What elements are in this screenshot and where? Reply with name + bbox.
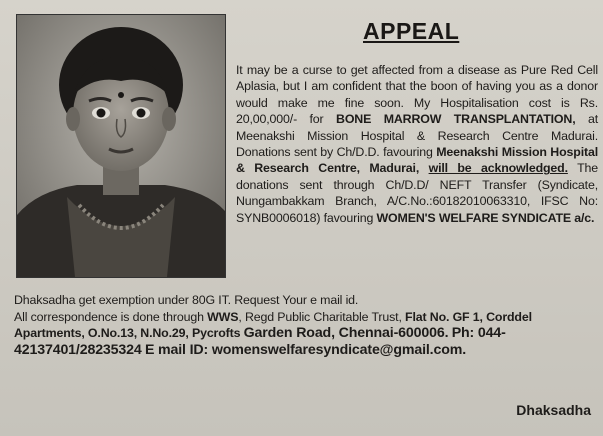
bone-marrow-text: BONE MARROW TRANSPLANTATION, xyxy=(336,112,576,127)
hospital-name: Meenakshi Mission Hospital & Research Centre, Madurai, xyxy=(236,145,598,176)
exemption-line: Dhaksadha get exemption under 80G IT. Request Your e mail id. xyxy=(14,293,359,307)
wws-text: WWS xyxy=(207,309,239,324)
acknowledged-text: will be acknowledged. xyxy=(428,161,568,176)
signature: Dhaksadha xyxy=(516,402,591,418)
child-portrait-image xyxy=(17,15,225,277)
body-text-1: It may be a curse to get affected from a disease as Pure Red Cell Aplasia, but I am confident that the boon of having you as a donor would make me fine soon. My Hospitalisation cost is Rs. 20,00,000/- for xyxy=(236,63,598,127)
correspondence-text xyxy=(14,309,600,359)
phone-numbers: Ph: 044-42137401/28235324 xyxy=(14,325,506,358)
syndicate-name: WOMEN'S WELFARE SYNDICATE a/c. xyxy=(376,210,595,225)
address-flat: Flat No. GF 1, xyxy=(405,309,483,324)
contact-section xyxy=(14,292,600,358)
email-address: E mail ID: womenswelfaresyndicate@gmail.com. xyxy=(144,341,466,358)
correspondence-text-1: All correspondence is done through xyxy=(14,309,208,324)
address-apartments: Corddel Apartments, O.No.13, N.No.29, Pycrofts xyxy=(14,309,532,341)
appeal-title: APPEAL xyxy=(363,18,460,44)
body-text-3: The donations sent through Ch/D.D/ NEFT Transfer (Syndicate, Nungambakkam Branch, A/C.No.:60182010063310, IFSC No: SYNB0006018) favouring xyxy=(236,161,598,225)
address-road: Garden Road, Chennai-600006. xyxy=(243,325,449,342)
correspondence-text-2: , Regd Public Charitable Trust, xyxy=(238,309,406,324)
appeal-body xyxy=(236,62,598,226)
child-photo xyxy=(16,14,226,278)
body-text-2: at Meenakshi Mission Hospital & Research Centre Madurai. Donations sent by Ch/D.D. favouring xyxy=(236,112,599,160)
